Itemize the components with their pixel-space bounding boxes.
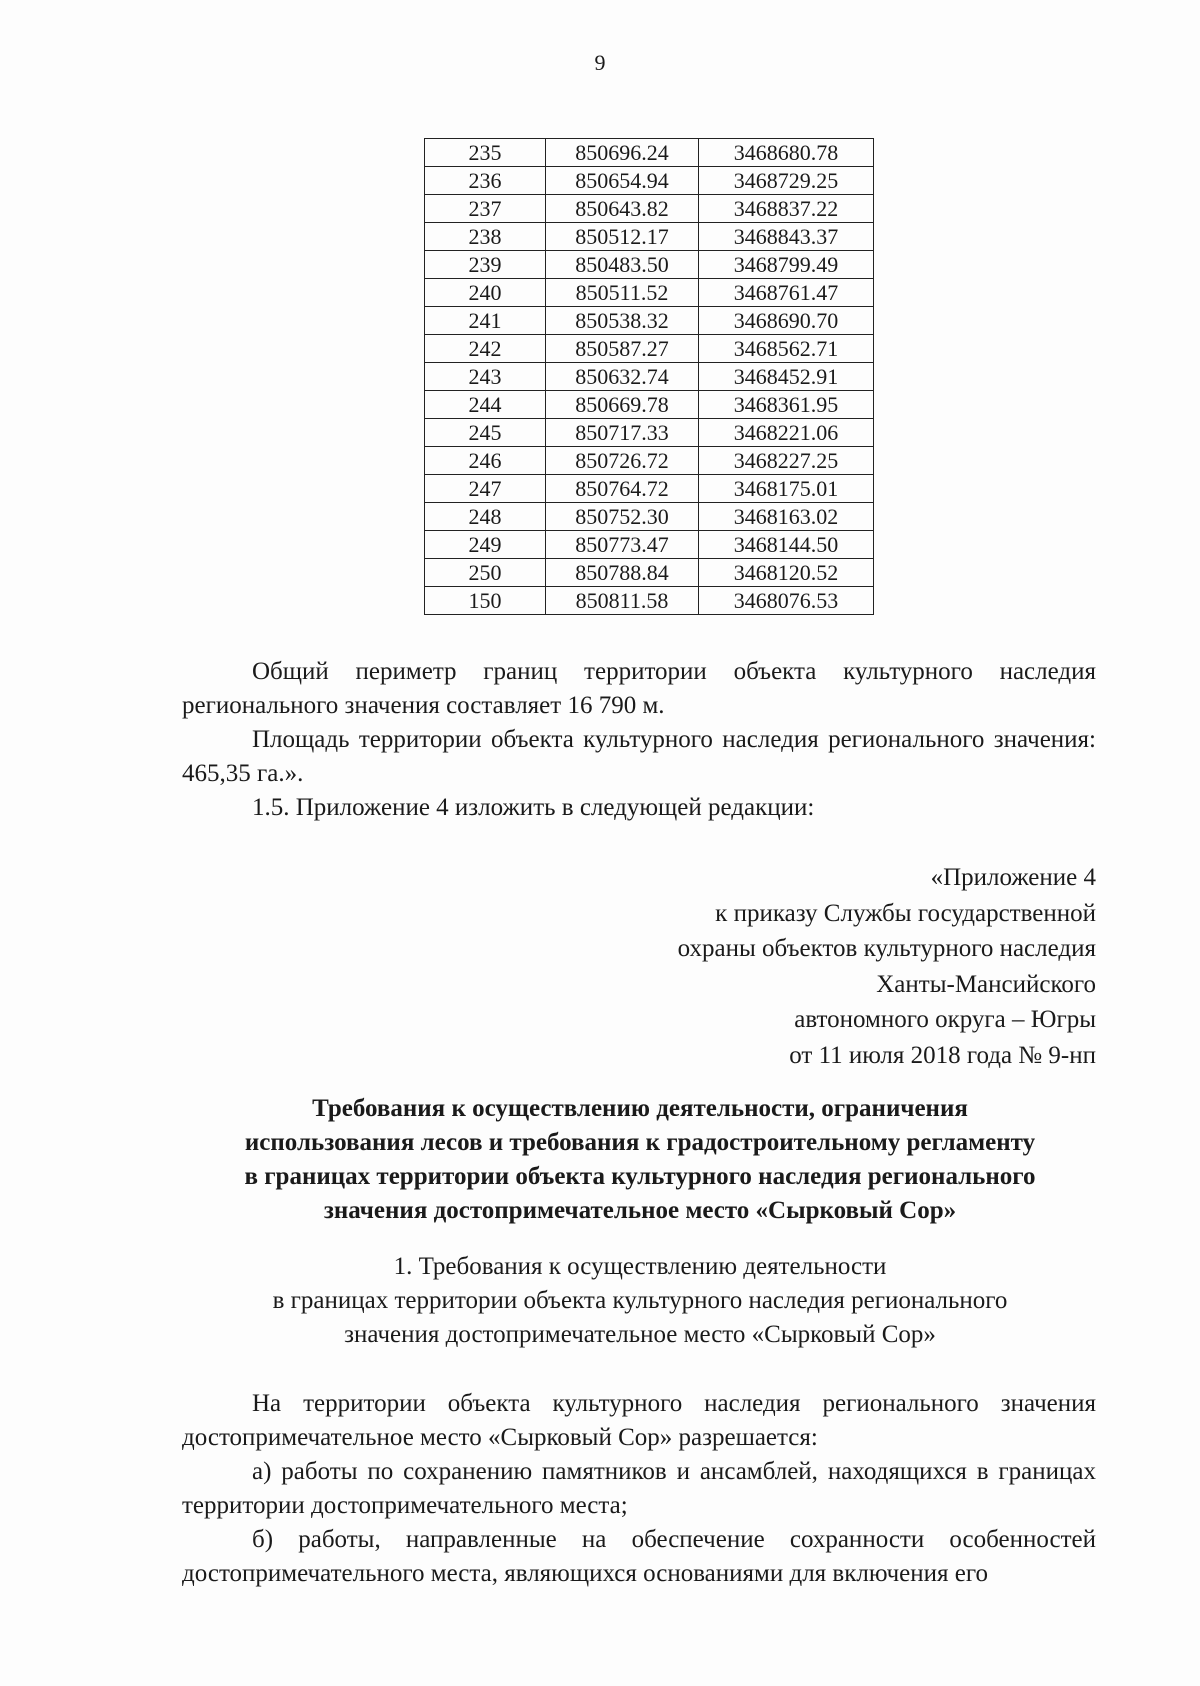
- y-coordinate-cell: 3468076.53: [699, 587, 874, 615]
- table-row: [425, 195, 874, 223]
- main-title-line: значения достопримечательное место «Сырковый Сор»: [323, 1197, 957, 1224]
- y-coordinate-cell: 3468175.01: [699, 475, 874, 503]
- x-coordinate-cell: 850717.33: [546, 419, 699, 447]
- point-number-cell: 242: [425, 335, 546, 363]
- x-coordinate-cell: 850483.50: [546, 251, 699, 279]
- point-number-cell: 250: [425, 559, 546, 587]
- table-row: [425, 279, 874, 307]
- x-coordinate-cell: 850696.24: [546, 139, 699, 167]
- main-title-line: использования лесов и требования к градостроительному регламенту: [244, 1129, 1036, 1156]
- item-a-paragraph: а) работы по сохранению памятников и ансамблей, находящихся в границах территории достопримечательного места;: [182, 1458, 1096, 1519]
- y-coordinate-cell: 3468120.52: [699, 559, 874, 587]
- appendix-line: к приказу Службы государственной: [715, 899, 1096, 927]
- point-number-cell: 150: [425, 587, 546, 615]
- table-row: [425, 363, 874, 391]
- table-row: [425, 419, 874, 447]
- table-row: [425, 531, 874, 559]
- table-row: [425, 503, 874, 531]
- main-title: [160, 1092, 1120, 1228]
- x-coordinate-cell: 850764.72: [546, 475, 699, 503]
- y-coordinate-cell: 3468361.95: [699, 391, 874, 419]
- y-coordinate-cell: 3468837.22: [699, 195, 874, 223]
- main-title-line: в границах территории объекта культурного наследия регионального: [244, 1163, 1036, 1190]
- point-number-cell: 247: [425, 475, 546, 503]
- x-coordinate-cell: 850654.94: [546, 167, 699, 195]
- x-coordinate-cell: 850811.58: [546, 587, 699, 615]
- point-number-cell: 236: [425, 167, 546, 195]
- point-number-cell: 243: [425, 363, 546, 391]
- page-number: 9: [594, 50, 606, 75]
- coordinates-table-body: [425, 139, 874, 615]
- x-coordinate-cell: 850538.32: [546, 307, 699, 335]
- x-coordinate-cell: 850643.82: [546, 195, 699, 223]
- table-row: [425, 391, 874, 419]
- main-title-line: Требования к осуществлению деятельности, ограничения: [312, 1095, 968, 1122]
- table-row: [425, 447, 874, 475]
- point-number-cell: 235: [425, 139, 546, 167]
- table-row: [425, 335, 874, 363]
- y-coordinate-cell: 3468799.49: [699, 251, 874, 279]
- point-number-cell: 238: [425, 223, 546, 251]
- table-row: [425, 139, 874, 167]
- point-number-cell: 240: [425, 279, 546, 307]
- table-row: [425, 223, 874, 251]
- item-b-paragraph: б) работы, направленные на обеспечение сохранности особенностей достопримечательного места, являющихся основаниями для включения его: [182, 1526, 1096, 1587]
- section-title-line: в границах территории объекта культурного наследия регионального: [272, 1287, 1008, 1314]
- point-number-cell: 241: [425, 307, 546, 335]
- y-coordinate-cell: 3468163.02: [699, 503, 874, 531]
- y-coordinate-cell: 3468729.25: [699, 167, 874, 195]
- section-title-line: значения достопримечательное место «Сырковый Сор»: [344, 1321, 936, 1348]
- point-number-cell: 248: [425, 503, 546, 531]
- x-coordinate-cell: 850511.52: [546, 279, 699, 307]
- area-paragraph: Площадь территории объекта культурного наследия регионального значения: 465,35 га.».: [182, 726, 1096, 787]
- x-coordinate-cell: 850669.78: [546, 391, 699, 419]
- table-row: [425, 251, 874, 279]
- y-coordinate-cell: 3468761.47: [699, 279, 874, 307]
- point-number-cell: 249: [425, 531, 546, 559]
- appendix-line: автономного округа – Югры: [794, 1006, 1096, 1033]
- intro-paragraph: На территории объекта культурного наследия регионального значения достопримечательное место «Сырковый Сор» разрешается:: [182, 1390, 1096, 1451]
- y-coordinate-cell: 3468562.71: [699, 335, 874, 363]
- point-number-cell: 244: [425, 391, 546, 419]
- table-row: [425, 167, 874, 195]
- x-coordinate-cell: 850587.27: [546, 335, 699, 363]
- point-number-cell: 246: [425, 447, 546, 475]
- table-row: [425, 475, 874, 503]
- y-coordinate-cell: 3468221.06: [699, 419, 874, 447]
- x-coordinate-cell: 850788.84: [546, 559, 699, 587]
- table-row: [425, 587, 874, 615]
- y-coordinate-cell: 3468843.37: [699, 223, 874, 251]
- y-coordinate-cell: 3468452.91: [699, 363, 874, 391]
- section-1-title: [160, 1250, 1120, 1352]
- point-number-cell: 237: [425, 195, 546, 223]
- section-title-line: 1. Требования к осуществлению деятельности: [393, 1253, 887, 1280]
- appendix-line: от 11 июля 2018 года № 9-нп: [789, 1041, 1096, 1069]
- x-coordinate-cell: 850512.17: [546, 223, 699, 251]
- x-coordinate-cell: 850726.72: [546, 447, 699, 475]
- y-coordinate-cell: 3468680.78: [699, 139, 874, 167]
- x-coordinate-cell: 850773.47: [546, 531, 699, 559]
- appendix-header: [560, 860, 1096, 1073]
- y-coordinate-cell: 3468144.50: [699, 531, 874, 559]
- appendix-line: охраны объектов культурного наследия: [677, 935, 1096, 962]
- y-coordinate-cell: 3468690.70: [699, 307, 874, 335]
- x-coordinate-cell: 850752.30: [546, 503, 699, 531]
- appendix-line: Ханты-Мансийского: [876, 970, 1096, 998]
- table-row: [425, 307, 874, 335]
- perimeter-paragraph: Общий периметр границ территории объекта культурного наследия регионального значения составляет 16 790 м.: [182, 658, 1096, 719]
- y-coordinate-cell: 3468227.25: [699, 447, 874, 475]
- item-1-5-paragraph: 1.5. Приложение 4 изложить в следующей редакции:: [252, 794, 815, 821]
- x-coordinate-cell: 850632.74: [546, 363, 699, 391]
- coordinates-table: [424, 138, 874, 615]
- point-number-cell: 239: [425, 251, 546, 279]
- point-number-cell: 245: [425, 419, 546, 447]
- appendix-line: «Приложение 4: [930, 864, 1096, 891]
- table-row: [425, 559, 874, 587]
